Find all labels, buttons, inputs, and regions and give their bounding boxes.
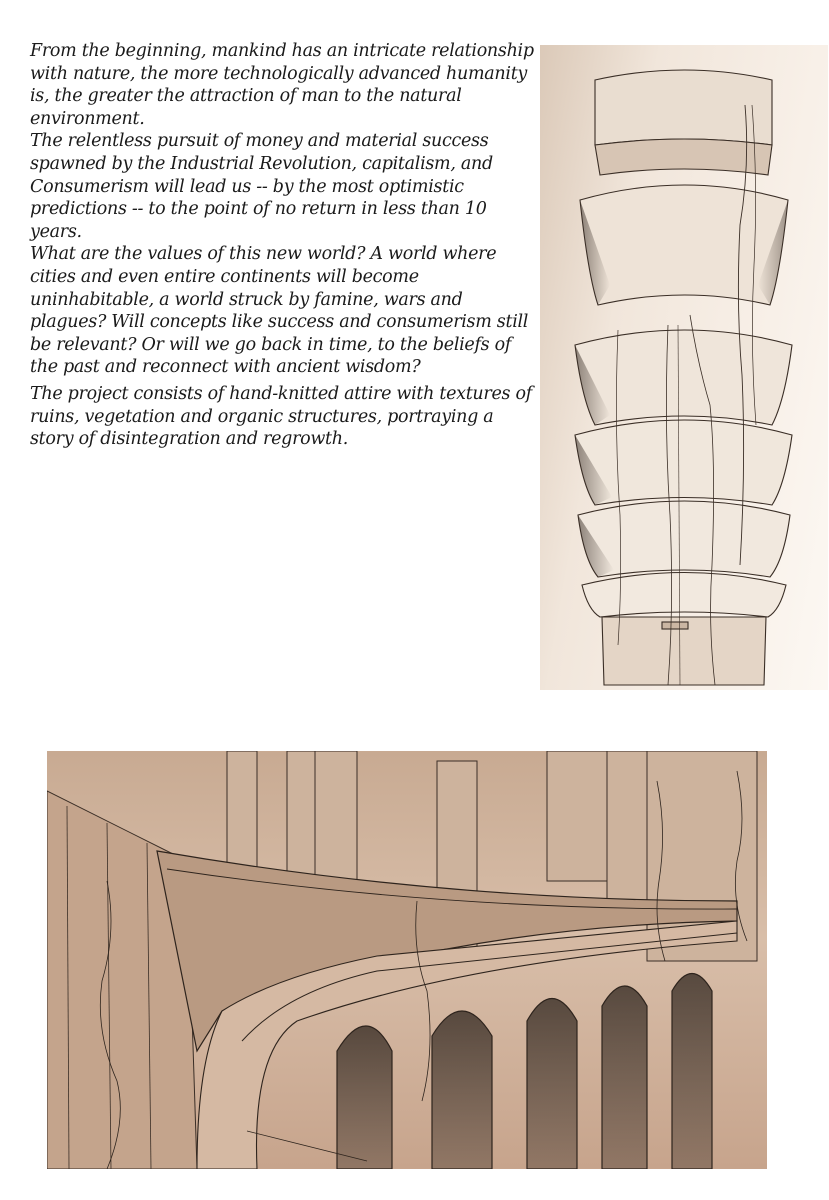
tower-sketch-drawing	[540, 45, 828, 690]
paragraph-new-world: What are the values of this new world? A world where cities and even entire continents will become uninhabitable, a world struck by famine, wars and plagues? Will concepts like success and consumerism still be relevant? Or will we go back in time, to the beliefs of the past and reconnect with ancient wisdom?	[30, 244, 529, 378]
project-description	[30, 40, 535, 451]
paragraph-consumerism: The relentless pursuit of money and material success spawned by the Industrial Revolution, capitalism, and Consumerism will lead us -- by the most optimistic predictions -- to the point of no return in less than 10 years.	[30, 131, 493, 242]
bridge-sketch-image	[47, 751, 767, 1169]
tower-sketch-image	[540, 45, 828, 690]
bridge-sketch-drawing	[47, 751, 767, 1169]
paragraph-project: The project consists of hand-knitted attire with textures of ruins, vegetation and organic structures, portraying a story of disintegration and regrowth.	[30, 383, 532, 450]
paragraph-origin: From the beginning, mankind has an intricate relationship with nature, the more technologically advanced humanity is, the greater the attraction of man to the natural environment.	[30, 41, 534, 129]
